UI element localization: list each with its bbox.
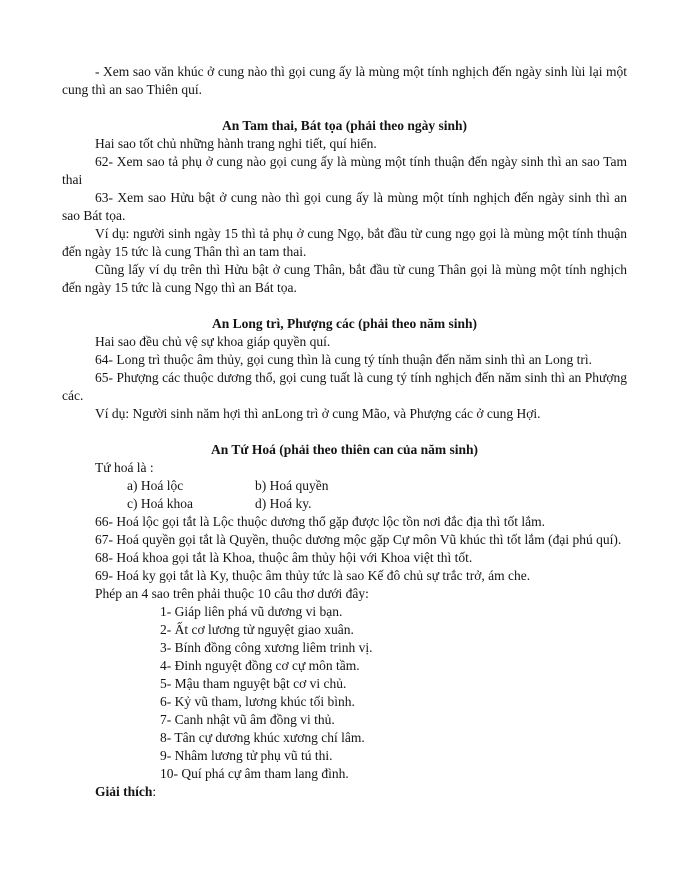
option-c-hoa-khoa: c) Hoá khoa xyxy=(127,496,193,511)
options-row-2 xyxy=(127,495,627,513)
poem-line-9: 9- Nhâm lương tử phụ vũ tú thi. xyxy=(160,748,333,763)
poem-line-2: 2- Ất cơ lương tử nguyệt giao xuân. xyxy=(160,622,354,637)
tu-hoa-options-list xyxy=(127,477,627,513)
intro-paragraph: - Xem sao văn khúc ở cung nào thì gọi cung ấy là mùng một tính nghịch đến ngày sinh lùi lại một cung thì an sao Thiên quí. xyxy=(62,64,627,97)
poem-line-6: 6- Kỷ vũ tham, lương khúc tối bình. xyxy=(160,694,355,709)
paragraph-66: 66- Hoá lộc gọi tắt là Lộc thuộc dương thổ gặp được lộc tồn nơi đắc địa thì tốt lắm. xyxy=(95,514,545,529)
paragraph-64: 64- Long trì thuộc âm thủy, gọi cung thìn là cung tý tính thuận đến năm sinh thì an Long trì. xyxy=(95,352,593,367)
footer-colon: : xyxy=(152,784,157,799)
paragraph-hai-sao-deu: Hai sao đều chủ vệ sự khoa giáp quyền quí. xyxy=(95,334,331,349)
paragraph-68: 68- Hoá khoa gọi tắt là Khoa, thuộc âm thủy hội với Khoa việt thì tốt. xyxy=(95,550,473,565)
paragraph-hai-sao-tot: Hai sao tốt chủ những hành trang nghi tiết, quí hiển. xyxy=(95,136,377,151)
poem-line-3: 3- Bính đồng công xương liêm trinh vị. xyxy=(160,640,373,655)
option-a-hoa-loc: a) Hoá lộc xyxy=(127,478,184,493)
poem-line-4: 4- Đinh nguyệt đồng cơ cự môn tầm. xyxy=(160,658,360,673)
paragraph-62: 62- Xem sao tả phụ ở cung nào gọi cung ấy là mùng một tính thuận đến ngày sinh thì an sao Tam thai xyxy=(62,154,627,187)
section-heading-tu-hoa: An Tứ Hoá (phải theo thiên can của năm sinh) xyxy=(210,442,479,457)
poem-line-1: 1- Giáp liên phá vũ dương vi bạn. xyxy=(160,604,343,619)
section-heading-tam-thai-bat-toa: An Tam thai, Bát tọa (phải theo ngày sinh) xyxy=(222,118,467,133)
options-row-1 xyxy=(127,477,627,495)
footer-paragraph xyxy=(62,783,627,801)
paragraph-67: 67- Hoá quyền gọi tắt là Quyền, thuộc dương mộc gặp Cự môn Vũ khúc thì tốt lắm (đại phú quí). xyxy=(95,532,622,547)
option-b-hoa-quyen: b) Hoá quyền xyxy=(255,478,329,493)
poem-line-7: 7- Canh nhật vũ âm đồng vi thủ. xyxy=(160,712,335,727)
option-d-hoa-ky: d) Hoá ky. xyxy=(255,496,312,511)
paragraph-vi-du-tam-thai: Ví dụ: người sinh ngày 15 thì tả phụ ở cung Ngọ, bắt đầu từ cung ngọ gọi là mùng một tính thuận đến ngày 15 tức là cung Thân thì an tam thai. xyxy=(62,226,627,259)
paragraph-phep-an: Phép an 4 sao trên phải thuộc 10 câu thơ dưới đây: xyxy=(95,586,369,601)
paragraph-63: 63- Xem sao Hửu bật ở cung nào thì gọi cung ấy là mùng một tính nghịch đến ngày sinh thì an sao Bát tọa. xyxy=(62,190,627,223)
paragraph-69: 69- Hoá ky gọi tắt là Ky, thuộc âm thủy tức là sao Kế đô chủ sự trắc trở, ám che. xyxy=(95,568,531,583)
poem-line-8: 8- Tân cự dương khúc xương chí lâm. xyxy=(160,730,365,745)
poem-line-5: 5- Mậu tham nguyệt bật cơ vi chủ. xyxy=(160,676,347,691)
paragraph-tu-hoa-la: Tứ hoá là : xyxy=(95,460,154,475)
footer-label-giai-thich: Giải thích xyxy=(95,784,153,799)
poem-list xyxy=(160,603,627,783)
section-heading-long-tri-phuong-cac: An Long trì, Phượng các (phải theo năm sinh) xyxy=(212,316,477,331)
paragraph-65: 65- Phượng các thuộc dương thổ, gọi cung tuất là cung tý tính nghịch đến năm sinh thì an Phượng các. xyxy=(62,370,627,403)
paragraph-vi-du-bat-toa: Cũng lấy ví dụ trên thì Hửu bật ở cung Thân, bắt đầu từ cung Thân gọi là mùng một tính nghịch đến ngày 15 tức là cung Ngọ thì an Bát tọa. xyxy=(62,262,627,295)
paragraph-vi-du-long-tri: Ví dụ: Người sinh năm hợi thì anLong trì ở cung Mão, và Phượng các ở cung Hợi. xyxy=(95,406,541,421)
poem-line-10: 10- Quí phá cự âm tham lang đình. xyxy=(160,766,349,781)
